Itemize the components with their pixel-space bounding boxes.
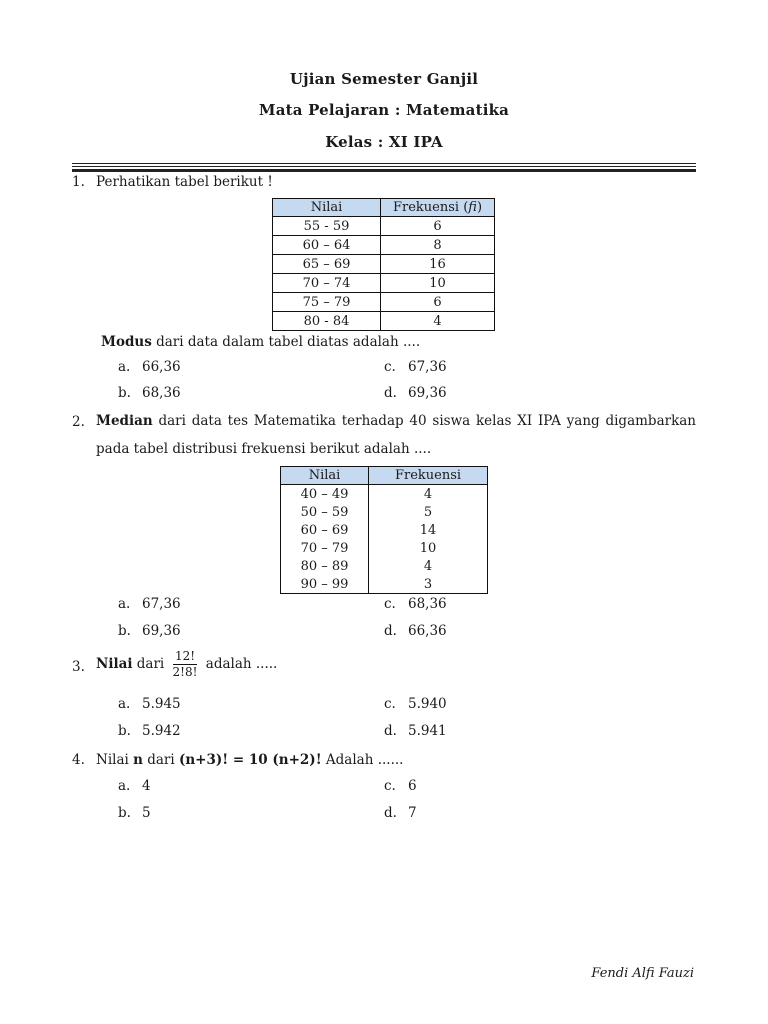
question-number: 3. [72,659,85,675]
table-header-row [281,467,488,485]
class-title: Kelas : XI IPA [325,133,443,151]
question-text: Nilai n dari (n+3)! = 10 (n+2)! Adalah ...... [96,752,404,768]
option-c[interactable]: c. 6 [384,778,417,794]
table-row: 80 – 89 4 [281,557,488,575]
option-c[interactable]: c. 68,36 [384,596,447,612]
option-c[interactable]: c. 67,36 [384,359,447,375]
fraction-numerator: 12! [173,649,198,665]
option-d[interactable]: d. 66,36 [384,623,447,639]
question-number: 1. [72,174,85,190]
subject-title: Mata Pelajaran : Matematika [258,101,510,119]
question-number: 2. [72,414,85,430]
table-row: 50 – 59 5 [281,503,488,521]
question-text: Nilai dari $\frac{12!}{2!8!}$ adalah ..... [96,649,278,679]
option-d[interactable]: d. 5.941 [384,723,447,739]
question-4 [0,750,768,770]
frequency-table-2 [280,466,488,594]
column-header-frekuensi: Frekuensi [369,467,488,485]
option-a[interactable]: a. 4 [118,778,151,794]
option-c[interactable]: c. 5.940 [384,696,447,712]
option-b[interactable]: b. 68,36 [118,385,181,401]
column-header-nilai: Nilai [281,467,369,485]
table-row: 80 - 84 4 [273,312,495,331]
option-d[interactable]: d. 69,36 [384,385,447,401]
frequency-table-1 [272,198,495,331]
table-row: 55 - 59 6 [273,217,495,236]
column-header-frekuensi: Frekuensi (fi) [381,199,495,217]
question-3 [0,649,768,689]
exam-title: Ujian Semester Ganjil [289,70,479,88]
header-divider-middle [72,166,696,167]
header-divider-top [72,163,696,164]
question-number: 4. [72,752,85,768]
table-row: 60 – 69 14 [281,521,488,539]
question-1 [0,172,768,192]
option-b[interactable]: b. 5 [118,805,151,821]
fraction-denominator: 2!8! [172,665,198,679]
question-1-prompt: Modus dari data dalam tabel diatas adalah .... [101,334,421,350]
table-row: 60 – 64 8 [273,236,495,255]
table-row: 70 – 79 10 [281,539,488,557]
table-row: 70 – 74 10 [273,274,495,293]
table-row: 40 – 49 4 [281,485,488,504]
fraction [173,649,198,680]
author-name: Fendi Alfi Fauzi [591,966,694,981]
column-header-nilai: Nilai [273,199,381,217]
option-b[interactable]: b. 5.942 [118,723,181,739]
table-row: 65 – 69 16 [273,255,495,274]
option-d[interactable]: d. 7 [384,805,417,821]
option-a[interactable]: a. 5.945 [118,696,181,712]
question-intro: Perhatikan tabel berikut ! [96,174,273,190]
question-2 [0,411,768,471]
option-a[interactable]: a. 66,36 [118,359,181,375]
option-a[interactable]: a. 67,36 [118,596,181,612]
table-header-row [273,199,495,217]
table-row: 90 – 99 3 [281,575,488,594]
option-b[interactable]: b. 69,36 [118,623,181,639]
question-text: Median dari data tes Matematika terhadap 40 siswa kelas XI IPA yang digambarkan pada tabel distribusi frekuensi berikut adalah .... [96,413,696,457]
table-row: 75 – 79 6 [273,293,495,312]
